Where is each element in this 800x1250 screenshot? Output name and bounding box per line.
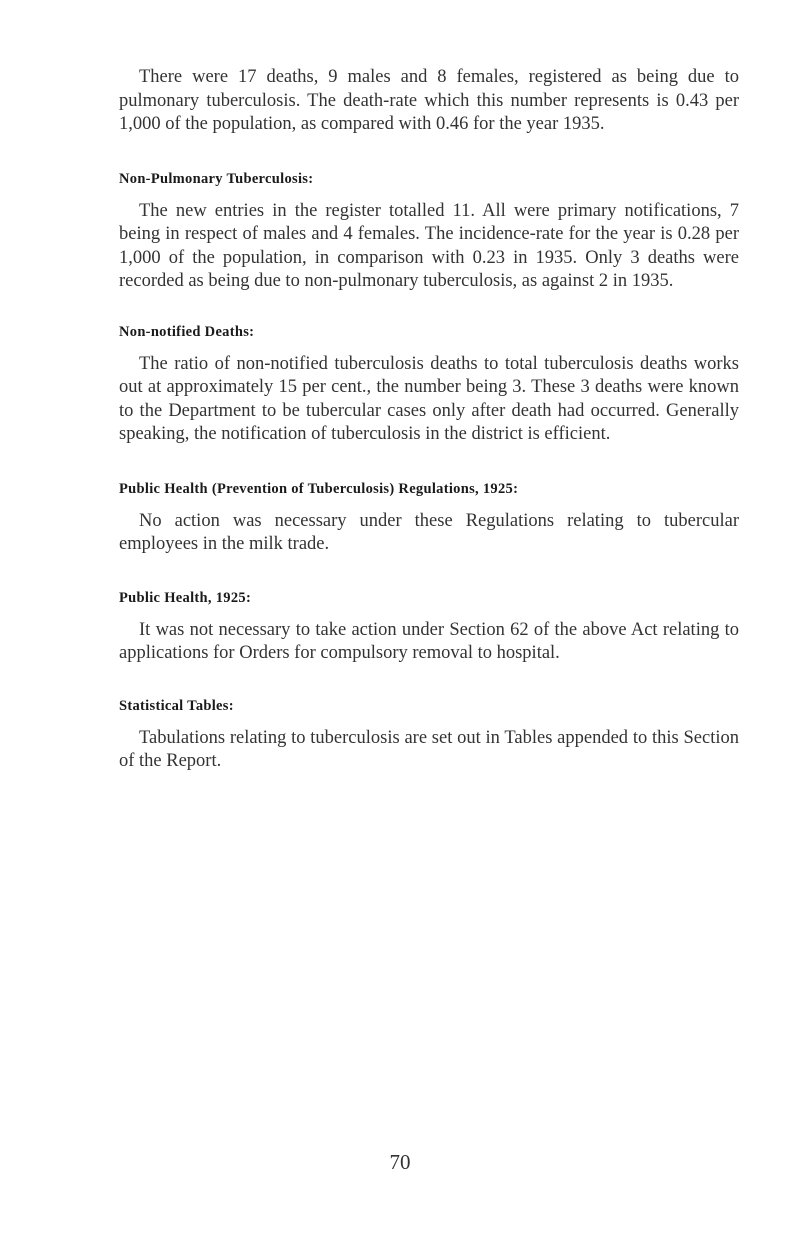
paragraph-public-health-act: It was not necessary to take action under Section 62 of the above Act relating to applications for Orders for compulsory removal to hospital.	[119, 619, 739, 663]
heading-statistical-tables: Statistical Tables:	[119, 697, 234, 714]
paragraph-statistical-tables: Tabulations relating to tuberculosis are set out in Tables appended to this Section of the Report.	[119, 727, 739, 771]
heading-public-health-act: Public Health, 1925:	[119, 589, 252, 606]
page-number: 70	[389, 1150, 411, 1174]
heading-prevention-regulations: Public Health (Prevention of Tuberculosis) Regulations, 1925:	[119, 480, 519, 497]
paragraph-non-notified-deaths: The ratio of non-notified tuberculosis deaths to total tuberculosis deaths works out at approximately 15 per cent., the number being 3. These 3 deaths were known to the Department to be tubercular cases only after death had occurred. Generally speaking, the notification of tuberculosis in the district is efficient.	[119, 353, 739, 444]
paragraph-non-pulmonary-tuberculosis: The new entries in the register totalled 11. All were primary notifications, 7 being in respect of males and 4 females. The incidence-rate for the year is 0.28 per 1,000 of the population, in comparison with 0.23 in 1935. Only 3 deaths were recorded as being due to non-pulmonary tuberculosis, as against 2 in 1935.	[119, 200, 739, 291]
document-page	[119, 66, 739, 774]
heading-non-pulmonary-tuberculosis: Non-Pulmonary Tuberculosis:	[119, 170, 314, 187]
heading-non-notified-deaths: Non-notified Deaths:	[119, 323, 255, 340]
paragraph-prevention-regulations: No action was necessary under these Regulations relating to tubercular employees in the milk trade.	[119, 510, 739, 554]
paragraph-pulmonary-deaths: There were 17 deaths, 9 males and 8 females, registered as being due to pulmonary tuberculosis. The death-rate which this number represents is 0.43 per 1,000 of the population, as compared with 0.46 for the year 1935.	[119, 67, 739, 134]
